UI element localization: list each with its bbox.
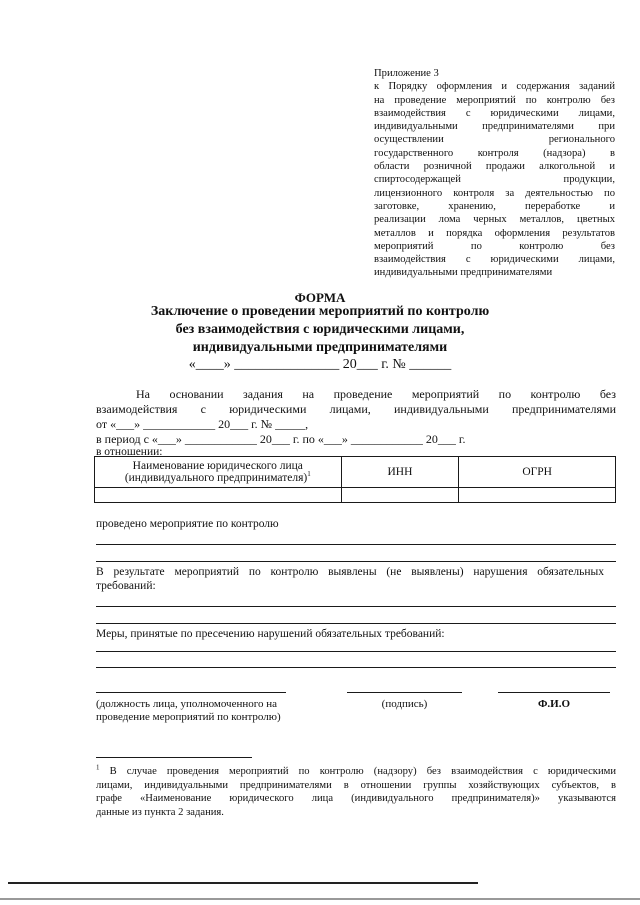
appendix-line: спиртосодержащей продукции,: [374, 174, 615, 186]
basis-line: взаимодействия с юридическими лицами, индивидуальными предпринимателями: [96, 402, 616, 416]
table-header-name-line1: Наименование юридического лица: [132, 460, 303, 472]
fill-line: [96, 623, 616, 624]
footnote-mark: 1: [307, 470, 311, 479]
document-title-line: индивидуальными предпринимателями: [192, 340, 448, 355]
signature-label: (подпись): [381, 698, 428, 710]
basis-task-date-line: от «___» ____________ 20___ г. № _____,: [96, 417, 309, 431]
result-label-line1: В результате мероприятий по контролю выявлены (не выявлены) нарушения обязательных: [96, 566, 604, 578]
table-header-ogrn: ОГРН: [459, 457, 616, 488]
fill-line: [96, 544, 616, 545]
table-cell-inn[interactable]: [341, 488, 459, 503]
appendix-line: государственного контроля (надзора) в: [374, 147, 615, 159]
fill-line: [96, 606, 616, 607]
position-signature-line: [96, 692, 286, 693]
fill-line: [96, 667, 616, 668]
appendix-line: взаимодействия с юридическими лицами,: [374, 254, 615, 266]
footnote-line: лицами, индивидуальными предпринимателями в отношении группы хозяйствующих субъектов, в: [96, 779, 616, 791]
appendix-line: мероприятий по контролю без: [374, 240, 615, 252]
footnote: [96, 765, 616, 819]
appendix-line: взаимодействия с юридическими лицами,: [374, 107, 615, 119]
table-header-name: [95, 457, 342, 488]
basis-regarding-label: в отношении:: [96, 446, 163, 458]
basis-line: На основании задания на проведение мероприятий по контролю без: [136, 387, 616, 401]
appendix-line: области розничной продажи алкогольной и: [374, 161, 615, 173]
position-label-line2: проведение мероприятий по контролю): [96, 711, 281, 723]
position-label-line1: (должность лица, уполномоченного на: [96, 698, 277, 710]
table-cell-ogrn[interactable]: [459, 488, 616, 503]
appendix-line: заготовке, хранению, переработке и: [374, 200, 615, 212]
appendix-line: на проведение мероприятий по контролю без: [374, 94, 615, 106]
full-name-label: Ф.И.О: [537, 698, 571, 710]
appendix-line: индивидуальными предпринимателями при: [374, 121, 615, 133]
name-signature-line: [498, 692, 610, 693]
table-cell-name[interactable]: [95, 488, 342, 503]
footnote-line: графе «Наименование юридического лица (индивидуального предпринимателя)» указываются: [96, 793, 616, 804]
table-header-row: [95, 457, 616, 488]
footnote-line: [96, 765, 616, 779]
table-row: [95, 488, 616, 503]
document-title-line: без взаимодействия с юридическими лицами,: [175, 322, 465, 337]
fill-line: [96, 651, 616, 652]
appendix-line: реализации лома черных металлов, цветных: [374, 214, 615, 226]
table-header-inn: ИНН: [341, 457, 459, 488]
scan-edge-line: [0, 898, 640, 900]
form-label: ФОРМА: [294, 290, 346, 305]
appendix-line: лицензионного контроля за деятельностью по: [374, 187, 615, 199]
result-label-line2: требований:: [96, 580, 156, 592]
document-title-line: Заключение о проведении мероприятий по контролю: [150, 304, 490, 319]
subject-table: [94, 456, 616, 503]
footnote-separator: [96, 757, 252, 758]
measures-label: Меры, принятые по пресечению нарушений обязательных требований:: [96, 628, 445, 640]
footnote-mark: 1: [96, 763, 100, 772]
basis-period-line: в период с «___» ____________ 20___ г. по «___» ____________ 20___ г.: [96, 432, 466, 446]
appendix-line: Приложение 3: [374, 68, 439, 79]
fill-line: [96, 561, 616, 562]
table-header-name-line2-text: (индивидуального предпринимателя): [124, 472, 308, 484]
appendix-reference: [374, 67, 615, 280]
appendix-line: осуществлении регионального: [374, 134, 615, 146]
appendix-line: к Порядку оформления и содержания заданий: [374, 81, 615, 93]
scan-edge-line: [8, 882, 478, 884]
appendix-line: индивидуальными предпринимателями: [374, 267, 553, 279]
document-date-number-line: «____» _______________ 20___ г. № ______: [188, 357, 452, 372]
footnote-text: В случае проведения мероприятий по контролю (надзору) без взаимодействия с юридическими: [109, 766, 616, 777]
signature-line: [347, 692, 462, 693]
footnote-line: данные из пункта 2 задания.: [96, 806, 224, 818]
conducted-label: проведено мероприятие по контролю: [96, 518, 279, 530]
appendix-line: металлов и порядка оформления результатов: [374, 227, 615, 239]
table-header-name-line2: [95, 472, 341, 484]
